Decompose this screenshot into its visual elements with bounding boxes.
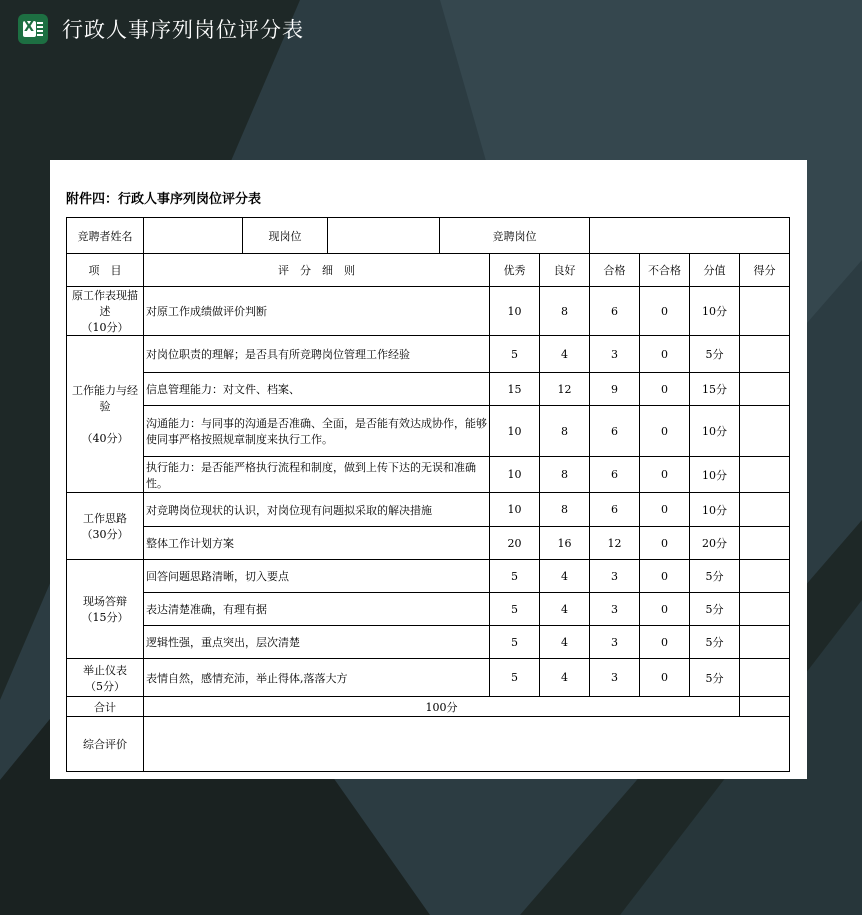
header-item: 项 目 (67, 254, 144, 287)
good-cell: 8 (540, 287, 590, 336)
table-row (67, 593, 790, 626)
value-cell: 10分 (690, 287, 740, 336)
current-position-label: 现岗位 (243, 218, 328, 254)
good-cell: 8 (540, 406, 590, 457)
excellent-cell: 5 (490, 626, 540, 659)
value-cell: 5分 (690, 626, 740, 659)
score-cell[interactable] (740, 493, 790, 527)
header-pass: 合格 (590, 254, 640, 287)
value-cell: 5分 (690, 659, 740, 697)
group-cell (67, 287, 144, 336)
header-score-got: 得分 (740, 254, 790, 287)
table-row (67, 493, 790, 527)
fail-cell: 0 (640, 493, 690, 527)
overall-field[interactable] (144, 717, 790, 772)
score-cell[interactable] (740, 527, 790, 560)
excellent-cell: 5 (490, 336, 540, 373)
value-cell: 10分 (690, 493, 740, 527)
group-weight: （5分） (85, 679, 125, 693)
score-cell[interactable] (740, 626, 790, 659)
pass-cell: 3 (590, 659, 640, 697)
excel-icon: X (18, 14, 48, 44)
fail-cell: 0 (640, 593, 690, 626)
criterion-cell: 表情自然，感情充沛，举止得体,落落大方 (144, 659, 490, 697)
header-row (67, 254, 790, 287)
pass-cell: 6 (590, 406, 640, 457)
excellent-cell: 15 (490, 373, 540, 406)
value-cell: 5分 (690, 593, 740, 626)
header-criteria: 评 分 细 则 (144, 254, 490, 287)
group-cell (67, 560, 144, 659)
good-cell: 8 (540, 493, 590, 527)
score-cell[interactable] (740, 406, 790, 457)
excellent-cell: 20 (490, 527, 540, 560)
excellent-cell: 10 (490, 457, 540, 493)
value-cell: 5分 (690, 560, 740, 593)
fail-cell: 0 (640, 659, 690, 697)
pass-cell: 3 (590, 336, 640, 373)
criterion-cell: 对原工作成绩做评价判断 (144, 287, 490, 336)
good-cell: 4 (540, 336, 590, 373)
current-position-field[interactable] (328, 218, 440, 254)
criterion-cell: 对竞聘岗位现状的认识，对岗位现有问题拟采取的解决措施 (144, 493, 490, 527)
table-row (67, 626, 790, 659)
pass-cell: 6 (590, 457, 640, 493)
excellent-cell: 5 (490, 560, 540, 593)
total-score-cell[interactable] (740, 697, 790, 717)
pass-cell: 3 (590, 626, 640, 659)
fail-cell: 0 (640, 626, 690, 659)
excellent-cell: 10 (490, 406, 540, 457)
good-cell: 12 (540, 373, 590, 406)
good-cell: 4 (540, 659, 590, 697)
pass-cell: 3 (590, 593, 640, 626)
header-fail: 不合格 (640, 254, 690, 287)
table-row (67, 336, 790, 373)
score-cell[interactable] (740, 287, 790, 336)
table-row (67, 287, 790, 336)
fail-cell: 0 (640, 406, 690, 457)
info-row (67, 218, 790, 254)
pass-cell: 3 (590, 560, 640, 593)
header-good: 良好 (540, 254, 590, 287)
value-cell: 15分 (690, 373, 740, 406)
header-excellent: 优秀 (490, 254, 540, 287)
excellent-cell: 5 (490, 593, 540, 626)
criterion-cell: 回答问题思路清晰，切入要点 (144, 560, 490, 593)
score-cell[interactable] (740, 593, 790, 626)
group-name: 举止仪表 (83, 663, 127, 677)
total-value: 100分 (144, 697, 740, 717)
table-row (67, 560, 790, 593)
score-cell[interactable] (740, 560, 790, 593)
group-name: 现场答辩 (83, 595, 127, 608)
good-cell: 4 (540, 560, 590, 593)
target-position-field[interactable] (590, 218, 790, 254)
group-weight: （15分） (81, 611, 129, 624)
criterion-cell: 沟通能力：与同事的沟通是否准确、全面，是否能有效达成协作，能够使同事严格按照规章制度来执行工作。 (144, 406, 490, 457)
good-cell: 4 (540, 593, 590, 626)
score-cell[interactable] (740, 336, 790, 373)
window-title-bar (18, 12, 304, 46)
scoring-table (66, 217, 790, 772)
applicant-label: 竞聘者姓名 (67, 218, 144, 254)
overall-row (67, 717, 790, 772)
spreadsheet-page (50, 160, 807, 779)
table-row (67, 527, 790, 560)
fail-cell: 0 (640, 457, 690, 493)
criterion-cell: 表达清楚准确，有理有据 (144, 593, 490, 626)
fail-cell: 0 (640, 373, 690, 406)
group-name: 工作思路 (83, 512, 127, 525)
score-cell[interactable] (740, 373, 790, 406)
window-title: 行政人事序列岗位评分表 (62, 18, 304, 42)
pass-cell: 6 (590, 493, 640, 527)
group-name: 原工作表现描述 (72, 289, 138, 318)
good-cell: 16 (540, 527, 590, 560)
fail-cell: 0 (640, 287, 690, 336)
pass-cell: 6 (590, 287, 640, 336)
header-score-value: 分值 (690, 254, 740, 287)
overall-label: 综合评价 (67, 717, 144, 772)
applicant-field[interactable] (144, 218, 243, 254)
criterion-cell: 逻辑性强，重点突出，层次清楚 (144, 626, 490, 659)
pass-cell: 12 (590, 527, 640, 560)
value-cell: 10分 (690, 457, 740, 493)
total-row (67, 697, 790, 717)
pass-cell: 9 (590, 373, 640, 406)
score-cell[interactable] (740, 457, 790, 493)
good-cell: 8 (540, 457, 590, 493)
group-weight: （30分） (81, 528, 129, 541)
target-position-label: 竞聘岗位 (440, 218, 590, 254)
score-cell[interactable] (740, 659, 790, 697)
value-cell: 10分 (690, 406, 740, 457)
excellent-cell: 5 (490, 659, 540, 697)
value-cell: 20分 (690, 527, 740, 560)
good-cell: 4 (540, 626, 590, 659)
total-label: 合计 (67, 697, 144, 717)
fail-cell: 0 (640, 560, 690, 593)
criterion-cell: 执行能力：是否能严格执行流程和制度，做到上传下达的无误和准确性。 (144, 457, 490, 493)
criterion-cell: 信息管理能力：对文件、档案、 (144, 373, 490, 406)
document-heading: 附件四：行政人事序列岗位评分表 (66, 192, 262, 207)
table-row (67, 373, 790, 406)
group-cell (67, 493, 144, 560)
group-weight: （40分） (81, 432, 129, 445)
table-row (67, 457, 790, 493)
table-row (67, 659, 790, 697)
excellent-cell: 10 (490, 493, 540, 527)
group-weight: （10分） (81, 321, 129, 334)
value-cell: 5分 (690, 336, 740, 373)
table-row (67, 406, 790, 457)
fail-cell: 0 (640, 336, 690, 373)
excellent-cell: 10 (490, 287, 540, 336)
fail-cell: 0 (640, 527, 690, 560)
group-name: 工作能力与经验 (72, 384, 138, 413)
group-cell (67, 336, 144, 493)
criterion-cell: 整体工作计划方案 (144, 527, 490, 560)
group-cell (67, 659, 144, 697)
criterion-cell: 对岗位职责的理解；是否具有所竞聘岗位管理工作经验 (144, 336, 490, 373)
